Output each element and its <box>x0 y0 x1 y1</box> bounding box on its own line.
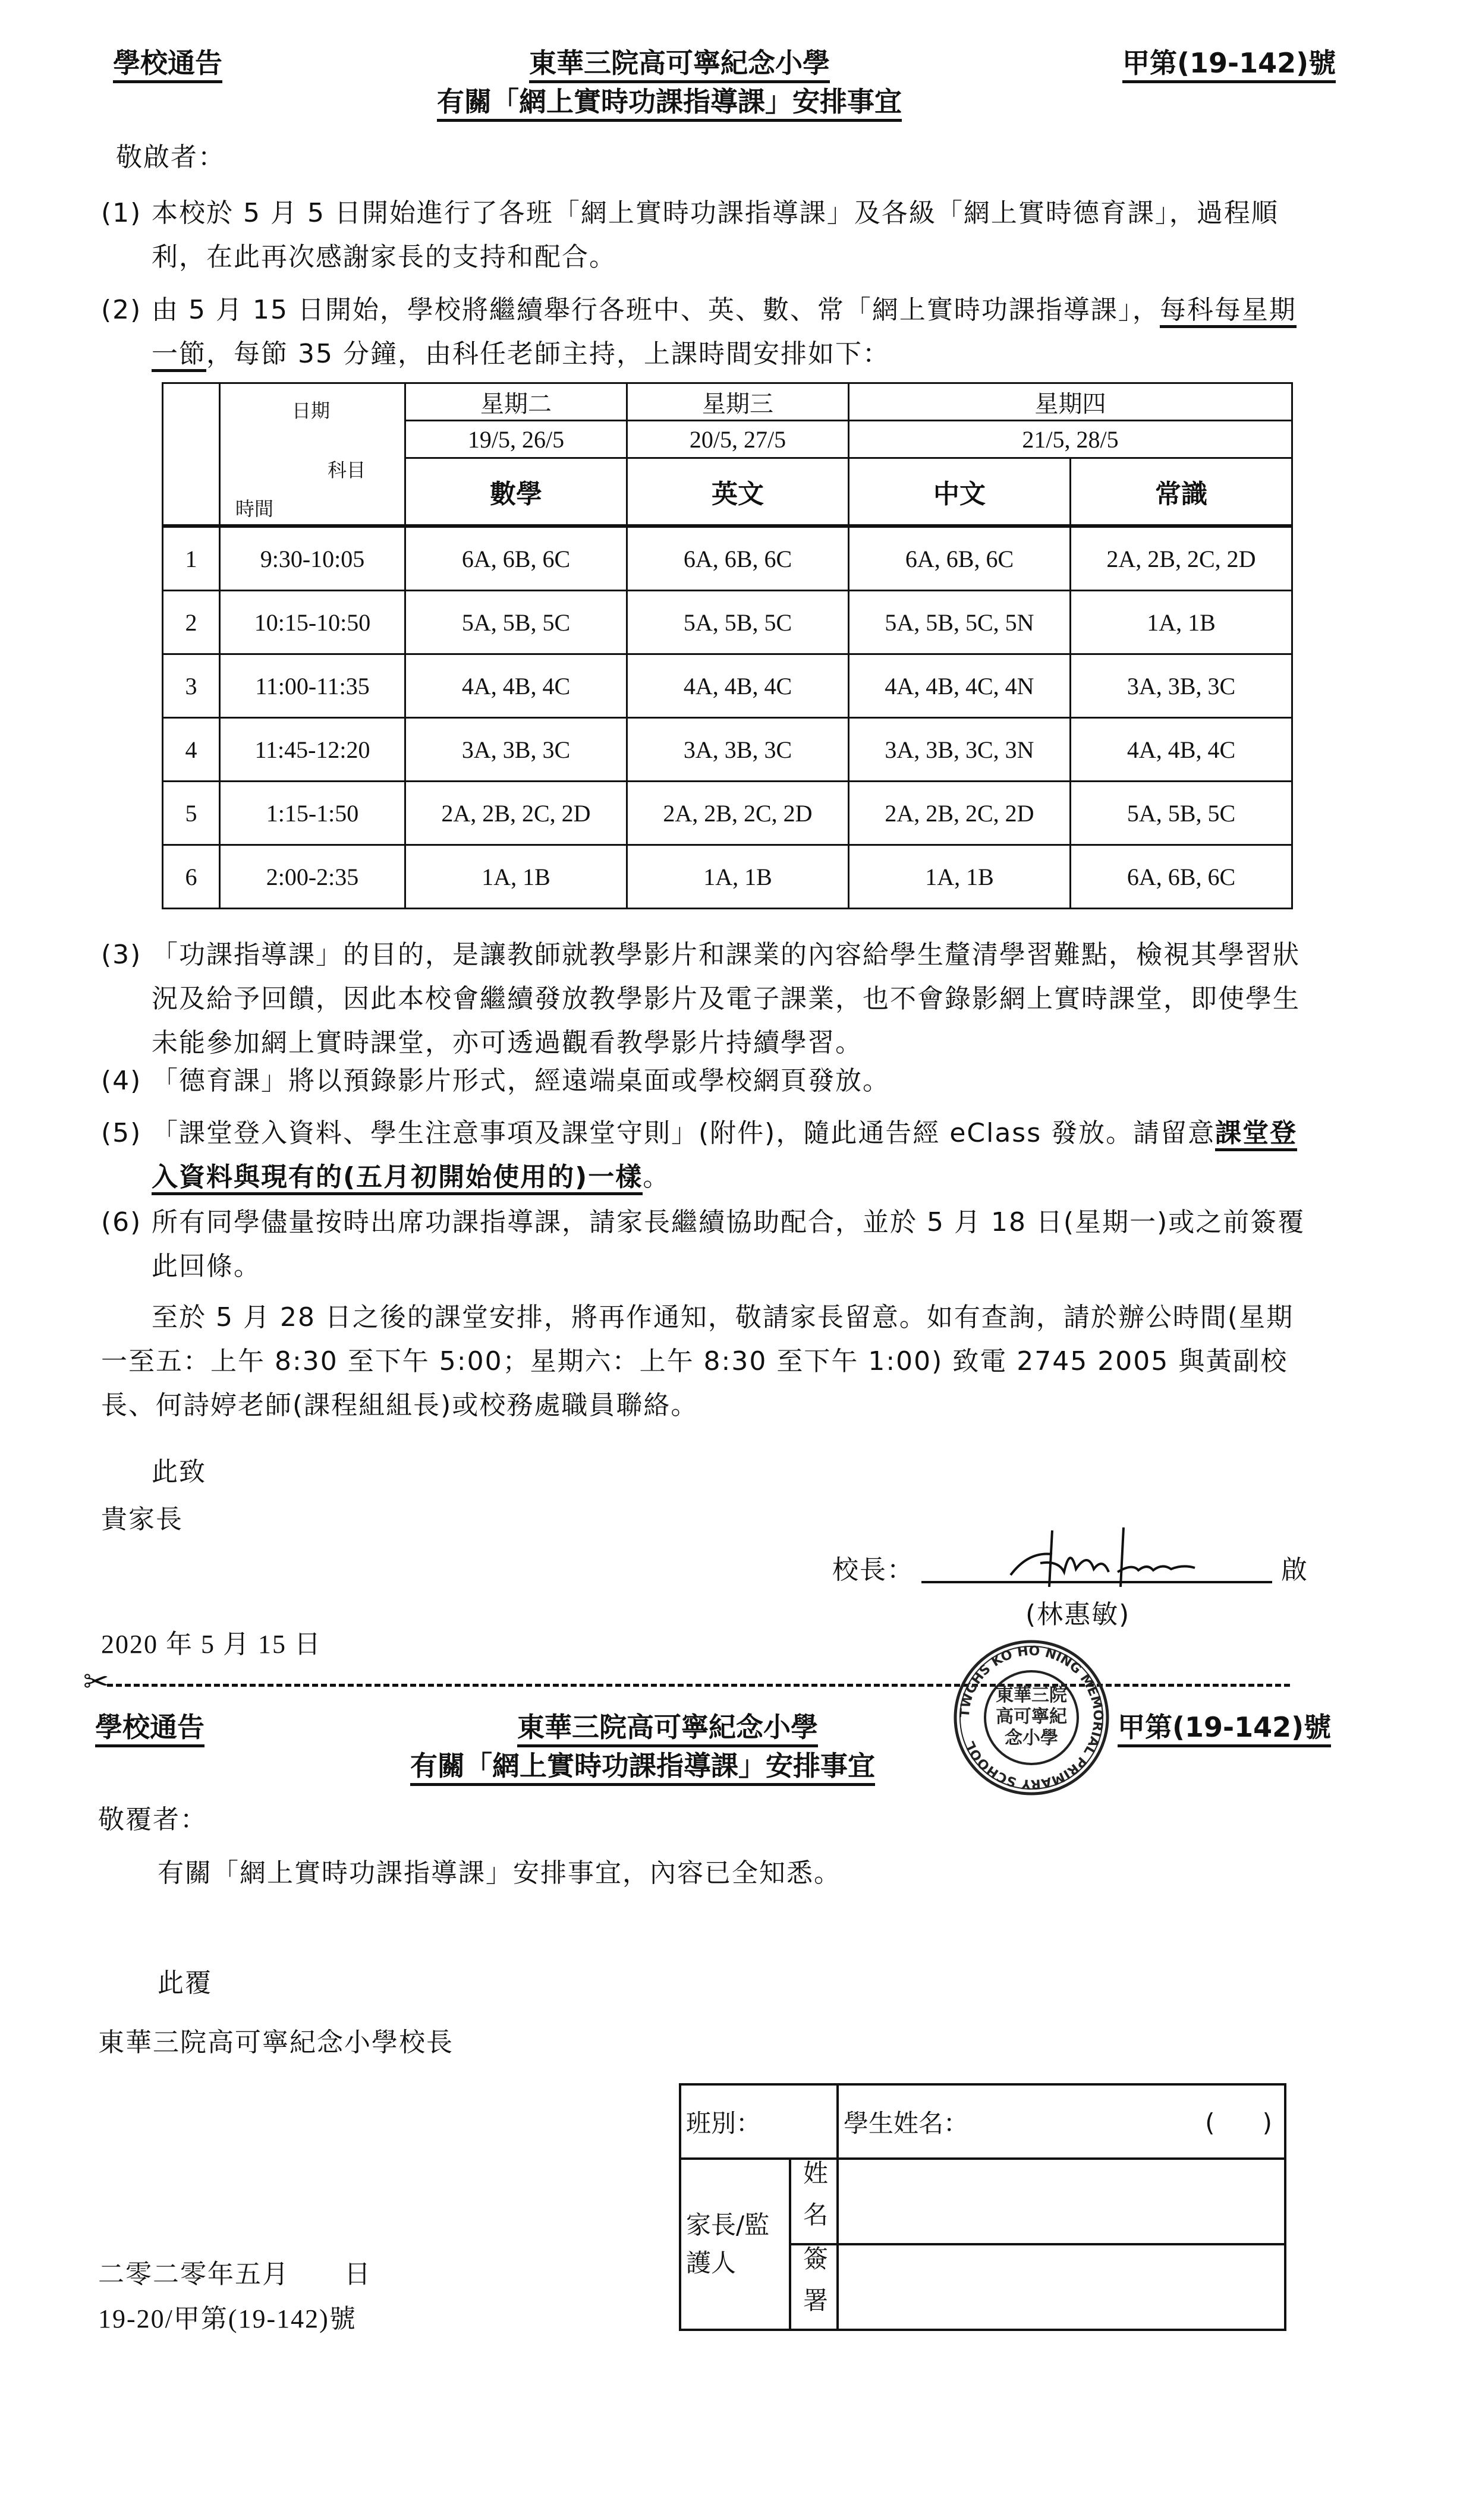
closing-phrase: 此致 <box>152 1457 206 1487</box>
classes-cell: 6A, 6B, 6C <box>849 526 1071 591</box>
date-header: 20/5, 27/5 <box>627 421 849 458</box>
classes-cell: 1A, 1B <box>1071 591 1292 654</box>
time-cell: 1:15-1:50 <box>220 782 405 845</box>
date-header: 21/5, 28/5 <box>849 421 1292 458</box>
class-number-field[interactable]: ( ) <box>1205 2108 1273 2137</box>
notice-item-1 <box>101 191 1320 279</box>
reply-salutation: 敬覆者： <box>98 1804 207 1835</box>
day-header: 星期二 <box>405 383 627 421</box>
notice-item-4 <box>101 1059 1320 1103</box>
item-number: (3) <box>101 940 142 970</box>
notice-item-3 <box>101 933 1320 1065</box>
classes-cell: 3A, 3B, 3C <box>1071 654 1292 718</box>
period-cell: 6 <box>163 845 220 909</box>
item-number: (5) <box>101 1118 142 1148</box>
classes-cell: 1A, 1B <box>627 845 849 909</box>
reply-subject: 有關「網上實時功課指導課」安排事宜 <box>410 1750 875 1786</box>
class-field[interactable] <box>680 2084 838 2159</box>
classes-cell: 5A, 5B, 5C <box>405 591 627 654</box>
classes-cell: 2A, 2B, 2C, 2D <box>1071 526 1292 591</box>
notice-ref-number: 甲第(19-142)號 <box>1122 47 1336 83</box>
time-cell: 2:00-2:35 <box>220 845 405 909</box>
stamp-outer-text: TWGHS KO HO NING MEMORIAL PRIMARY SCHOOL <box>957 1643 1106 1792</box>
subject-header: 數學 <box>405 458 627 527</box>
period-cell: 2 <box>163 591 220 654</box>
principal-signature <box>1005 1527 1254 1587</box>
item-text: 「德育課」將以預錄影片形式，經遠端桌面或學校網頁發放。 <box>152 1066 890 1096</box>
notice-date: 2020 年 5 月 15 日 <box>101 1630 322 1659</box>
classes-cell: 4A, 4B, 4C <box>1071 718 1292 782</box>
corner-header-cell <box>220 383 405 527</box>
addressee: 貴家長 <box>101 1504 183 1535</box>
date-header: 19/5, 26/5 <box>405 421 627 458</box>
item-text: 「功課指導課」的目的，是讓教師就教學影片和課業的內容給學生釐清學習難點，檢視其學習狀況及給予回饋，因此本校會繼續發放教學影片及電子課業，也不會錄影網上實時課堂，即使學生未能參加網上實時課堂，亦可透過觀看教學影片持續學習。 <box>152 940 1300 1058</box>
time-cell: 11:00-11:35 <box>220 654 405 718</box>
time-cell: 11:45-12:20 <box>220 718 405 782</box>
salutation: 敬啟者： <box>116 142 225 172</box>
school-name: 東華三院高可寧紀念小學 <box>529 47 830 83</box>
cut-line <box>107 1684 1290 1687</box>
table-row <box>163 782 1292 845</box>
time-axis-label: 時間 <box>235 497 274 520</box>
classes-cell: 4A, 4B, 4C <box>627 654 849 718</box>
classes-cell: 1A, 1B <box>849 845 1071 909</box>
closing-paragraph: 至於 5 月 28 日之後的課堂安排，將再作通知，敬請家長留意。如有查詢，請於辦公時間(星期一至五：上午 8:30 至下午 5:00；星期六：上午 8:30 至下午 1:00) 致電 2745 2005 與黃副校長、何詩婷老師(課程組組長)或校務處職員聯絡。 <box>101 1302 1294 1420</box>
period-cell: 1 <box>163 526 220 591</box>
item-number: (2) <box>101 295 142 325</box>
period-header-cell <box>163 383 220 527</box>
classes-cell: 2A, 2B, 2C, 2D <box>405 782 627 845</box>
period-cell: 4 <box>163 718 220 782</box>
item-number: (1) <box>101 198 142 228</box>
item-text: 本校於 5 月 5 日開始進行了各班「網上實時功課指導課」及各級「網上實時德育課」，過程順利，在此再次感謝家長的支持和配合。 <box>152 198 1279 272</box>
subject-axis-label: 科目 <box>328 459 366 481</box>
notice-type-label: 學校通告 <box>113 47 222 83</box>
classes-cell: 5A, 5B, 5C, 5N <box>849 591 1071 654</box>
principal-printed-name: (林惠敏) <box>1025 1599 1131 1630</box>
footer-ref-number: 19-20/甲第(19-142)號 <box>98 2304 357 2333</box>
student-name-field[interactable] <box>838 2084 1285 2159</box>
item-emphasis: 課堂登入資料與現有的(五月初開始使用的)一樣 <box>152 1118 1297 1195</box>
reply-form <box>679 2083 1286 2331</box>
reply-closing: 此覆 <box>158 1968 212 1998</box>
classes-cell: 6A, 6B, 6C <box>1071 845 1292 909</box>
table-row <box>163 845 1292 909</box>
classes-cell: 6A, 6B, 6C <box>405 526 627 591</box>
reply-date-line: 二零二零年五月 日 <box>98 2259 372 2289</box>
day-header: 星期四 <box>849 383 1292 421</box>
date-axis-label: 日期 <box>292 399 331 422</box>
classes-cell: 3A, 3B, 3C <box>405 718 627 782</box>
subject-header: 英文 <box>627 458 849 527</box>
guardian-label: 家長/監護人 <box>680 2159 790 2330</box>
period-cell: 3 <box>163 654 220 718</box>
classes-cell: 5A, 5B, 5C <box>1071 782 1292 845</box>
reply-ref-number: 甲第(19-142)號 <box>1118 1711 1331 1747</box>
table-row <box>163 718 1292 782</box>
classes-cell: 2A, 2B, 2C, 2D <box>627 782 849 845</box>
table-row <box>163 526 1292 591</box>
stamp-inner-text: 東華三院高可寧紀念小學 <box>996 1685 1067 1749</box>
classes-cell: 4A, 4B, 4C <box>405 654 627 718</box>
notice-item-2 <box>101 288 1320 376</box>
time-cell: 9:30-10:05 <box>220 526 405 591</box>
reply-notice-type-label: 學校通告 <box>95 1711 204 1747</box>
signature-suffix: 啟 <box>1281 1555 1308 1585</box>
classes-cell: 3A, 3B, 3C <box>627 718 849 782</box>
reply-school-name: 東華三院高可寧紀念小學 <box>517 1711 818 1747</box>
classes-cell: 3A, 3B, 3C, 3N <box>849 718 1071 782</box>
classes-cell: 2A, 2B, 2C, 2D <box>849 782 1071 845</box>
table-row <box>163 591 1292 654</box>
classes-cell: 5A, 5B, 5C <box>627 591 849 654</box>
subject-header: 中文 <box>849 458 1071 527</box>
classes-cell: 4A, 4B, 4C, 4N <box>849 654 1071 718</box>
signature-label: 簽署 <box>790 2244 838 2330</box>
name-label: 姓名 <box>790 2159 838 2244</box>
day-header: 星期三 <box>627 383 849 421</box>
notice-subject: 有關「網上實時功課指導課」安排事宜 <box>437 86 902 122</box>
notice-item-5 <box>101 1111 1320 1199</box>
reply-addressee: 東華三院高可寧紀念小學校長 <box>98 2027 454 2058</box>
item-text-cont: 。 <box>643 1162 671 1192</box>
subject-header: 常識 <box>1071 458 1292 527</box>
schedule-table <box>162 382 1293 909</box>
period-cell: 5 <box>163 782 220 845</box>
scissors-icon: ✂ <box>83 1664 109 1700</box>
item-number: (6) <box>101 1207 142 1237</box>
table-row <box>163 654 1292 718</box>
classes-cell: 1A, 1B <box>405 845 627 909</box>
item-number: (4) <box>101 1066 142 1096</box>
item-emphasis: 每科每星期一節 <box>152 295 1297 372</box>
notice-item-6 <box>101 1201 1320 1289</box>
item-text: 「課堂登入資料、學生注意事項及課堂守則」(附件)，隨此通告經 eClass 發放。請留意 <box>152 1118 1216 1148</box>
item-text: 所有同學儘量按時出席功課指導課，請家長繼續協助配合，並於 5 月 18 日(星期一)或之前簽覆此回條。 <box>152 1207 1305 1281</box>
guardian-name-field[interactable] <box>838 2159 1285 2244</box>
class-label: 班別： <box>686 2108 762 2138</box>
item-text-cont: ，每節 35 分鐘，由科任老師主持，上課時間安排如下： <box>206 339 890 369</box>
time-cell: 10:15-10:50 <box>220 591 405 654</box>
student-name-label: 學生姓名： <box>844 2108 969 2138</box>
classes-cell: 6A, 6B, 6C <box>627 526 849 591</box>
reply-body: 有關「網上實時功課指導課」安排事宜，內容已全知悉。 <box>158 1858 841 1888</box>
guardian-signature-field[interactable] <box>838 2244 1285 2330</box>
school-stamp <box>951 1637 1112 1798</box>
item-text: 由 5 月 15 日開始，學校將繼續舉行各班中、英、數、常「網上實時功課指導課」， <box>152 295 1160 325</box>
principal-label: 校長： <box>832 1555 914 1585</box>
